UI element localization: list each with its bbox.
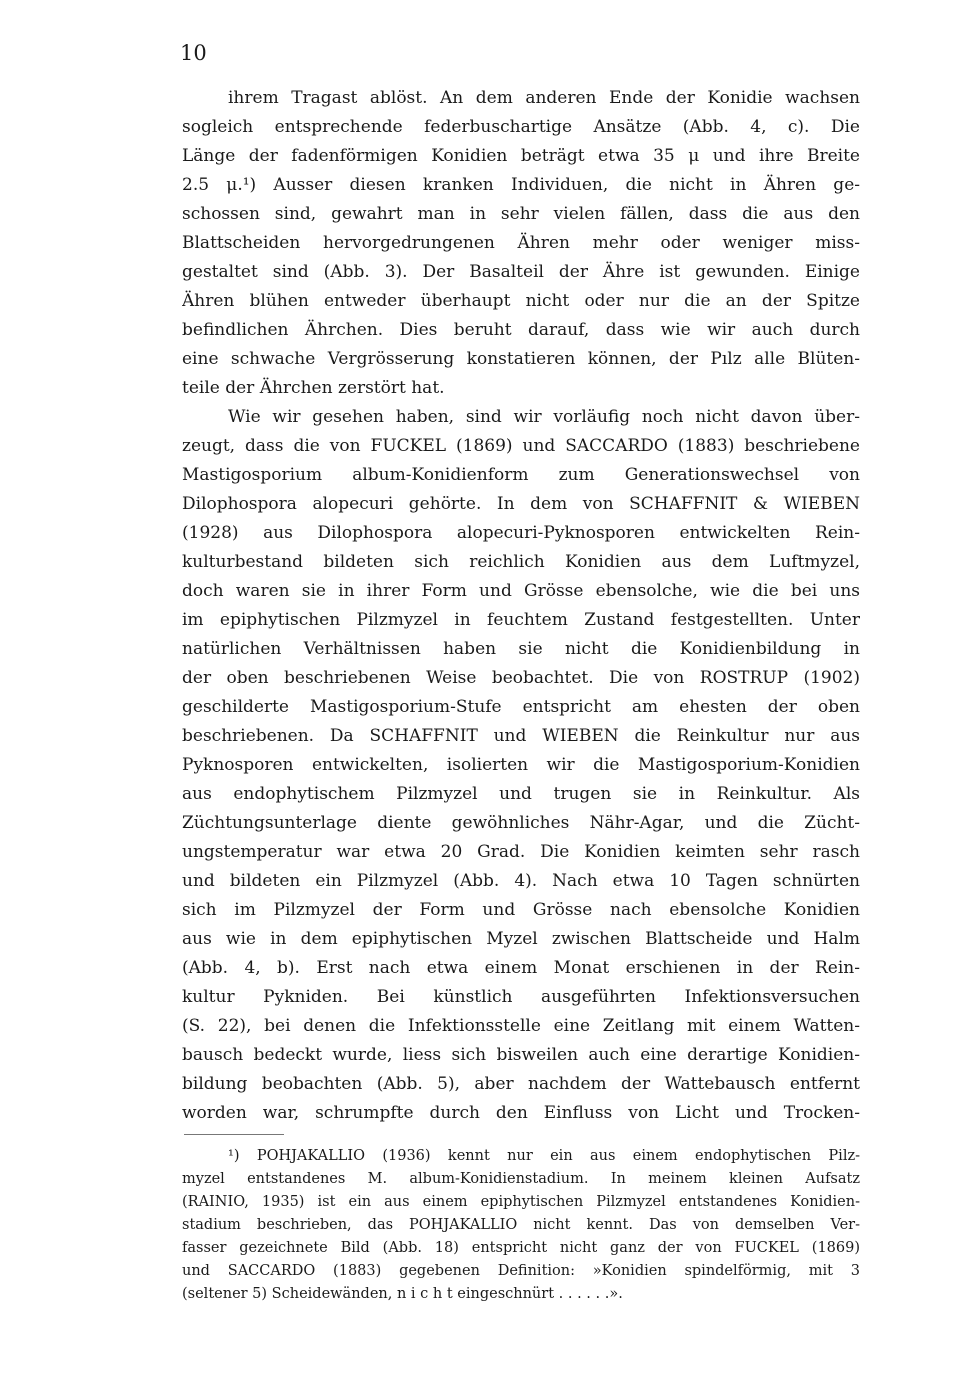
body-line: ihrem Tragast ablöst. An dem anderen Ende der Konidie wachsen bbox=[228, 88, 860, 108]
footnote-line: fasser gezeichnete Bild (Abb. 18) entspricht nicht ganz der von FUCKEL (1869) bbox=[182, 1240, 860, 1256]
body-line: natürlichen Verhältnissen haben sie nicht die Konidienbildung in bbox=[182, 639, 860, 659]
body-line: ungstemperatur war etwa 20 Grad. Die Konidien keimten sehr rasch bbox=[182, 842, 860, 862]
body-line: (S. 22), bei denen die Infektionsstelle eine Zeitlang mit einem Watten- bbox=[182, 1016, 860, 1036]
body-line: und bildeten ein Pilzmyzel (Abb. 4). Nach etwa 10 Tagen schnürten bbox=[182, 871, 860, 891]
body-line: befindlichen Ährchen. Dies beruht darauf, dass wie wir auch durch bbox=[182, 320, 860, 340]
footnote-line: myzel entstandenes M. album-Konidienstadium. In meinem kleinen Aufsatz bbox=[182, 1171, 860, 1187]
body-line: doch waren sie in ihrer Form und Grösse ebensolche, wie die bei uns bbox=[182, 581, 860, 601]
footnote-line: und SACCARDO (1883) gegebenen Definition: »Konidien spindelförmig, mit 3 bbox=[182, 1263, 860, 1279]
footnote-line: stadium beschrieben, das POHJAKALLIO nicht kennt. Das von demselben Ver- bbox=[182, 1217, 860, 1233]
body-line: teile der Ährchen zerstört hat. bbox=[182, 378, 445, 398]
body-line: sogleich entsprechende federbuschartige Ansätze (Abb. 4, c). Die bbox=[182, 117, 860, 137]
body-line: bildung beobachten (Abb. 5), aber nachdem der Wattebausch entfernt bbox=[182, 1074, 860, 1094]
body-line: (1928) aus Dilophospora alopecuri-Pyknosporen entwickelten Rein- bbox=[182, 523, 860, 543]
body-line: Mastigosporium album-Konidienform zum Generationswechsel von bbox=[182, 465, 860, 485]
body-line: Dilophospora alopecuri gehörte. In dem von SCHAFFNIT & WIEBEN bbox=[182, 494, 860, 514]
body-line: im epiphytischen Pilzmyzel in feuchtem Zustand festgestellten. Unter bbox=[182, 610, 860, 630]
body-line: eine schwache Vergrösserung konstatieren können, der Pılz alle Blüten- bbox=[182, 349, 860, 369]
body-line: bausch bedeckt wurde, liess sich bisweilen auch eine derartige Konidien- bbox=[182, 1045, 860, 1065]
body-line: Pyknosporen entwickelten, isolierten wir die Mastigosporium-Konidien bbox=[182, 755, 860, 775]
body-line: schossen sind, gewahrt man in sehr vielen fällen, dass die aus den bbox=[182, 204, 860, 224]
body-line: aus wie in dem epiphytischen Myzel zwischen Blattscheide und Halm bbox=[182, 929, 860, 949]
body-line: Blattscheiden hervorgedrungenen Ähren mehr oder weniger miss- bbox=[182, 233, 860, 253]
body-line: geschilderte Mastigosporium-Stufe entspricht am ehesten der oben bbox=[182, 697, 860, 717]
body-line: worden war, schrumpfte durch den Einfluss von Licht und Trocken- bbox=[182, 1103, 860, 1123]
body-line: kulturbestand bildeten sich reichlich Konidien aus dem Luftmyzel, bbox=[182, 552, 860, 572]
body-line: Länge der fadenförmigen Konidien beträgt etwa 35 μ und ihre Breite bbox=[182, 146, 860, 166]
body-line: (Abb. 4, b). Erst nach etwa einem Monat erschienen in der Rein- bbox=[182, 958, 860, 978]
body-line: sich im Pilzmyzel der Form und Grösse nach ebensolche Konidien bbox=[182, 900, 860, 920]
body-line: zeugt, dass die von FUCKEL (1869) und SACCARDO (1883) beschriebene bbox=[182, 436, 860, 456]
footnote-line: (seltener 5) Scheidewänden, n i c h t eingeschnürt . . . . . .». bbox=[182, 1286, 623, 1302]
body-line: 2.5 μ.¹) Ausser diesen kranken Individuen, die nicht in Ähren ge- bbox=[182, 175, 860, 195]
body-line: kultur Pykniden. Bei künstlich ausgeführten Infektionsversuchen bbox=[182, 987, 860, 1007]
footnote-line: (RAINIO, 1935) ist ein aus einem epiphytischen Pilzmyzel entstandenes Konidien- bbox=[182, 1194, 860, 1210]
body-line: Züchtungsunterlage diente gewöhnliches Nähr-Agar, und die Zücht- bbox=[182, 813, 860, 833]
body-line: gestaltet sind (Abb. 3). Der Basalteil der Ähre ist gewunden. Einige bbox=[182, 262, 860, 282]
page-number: 10 bbox=[180, 41, 207, 65]
body-line: Wie wir gesehen haben, sind wir vorläufig noch nicht davon über- bbox=[228, 407, 860, 427]
body-line: der oben beschriebenen Weise beobachtet. Die von ROSTRUP (1902) bbox=[182, 668, 860, 688]
body-line: aus endophytischem Pilzmyzel und trugen sie in Reinkultur. Als bbox=[182, 784, 860, 804]
body-line: Ähren blühen entweder überhaupt nicht oder nur die an der Spitze bbox=[182, 291, 860, 311]
footnote-line: ¹) POHJAKALLIO (1936) kennt nur ein aus einem endophytischen Pilz- bbox=[228, 1148, 860, 1164]
body-line: beschriebenen. Da SCHAFFNIT und WIEBEN die Reinkultur nur aus bbox=[182, 726, 860, 746]
